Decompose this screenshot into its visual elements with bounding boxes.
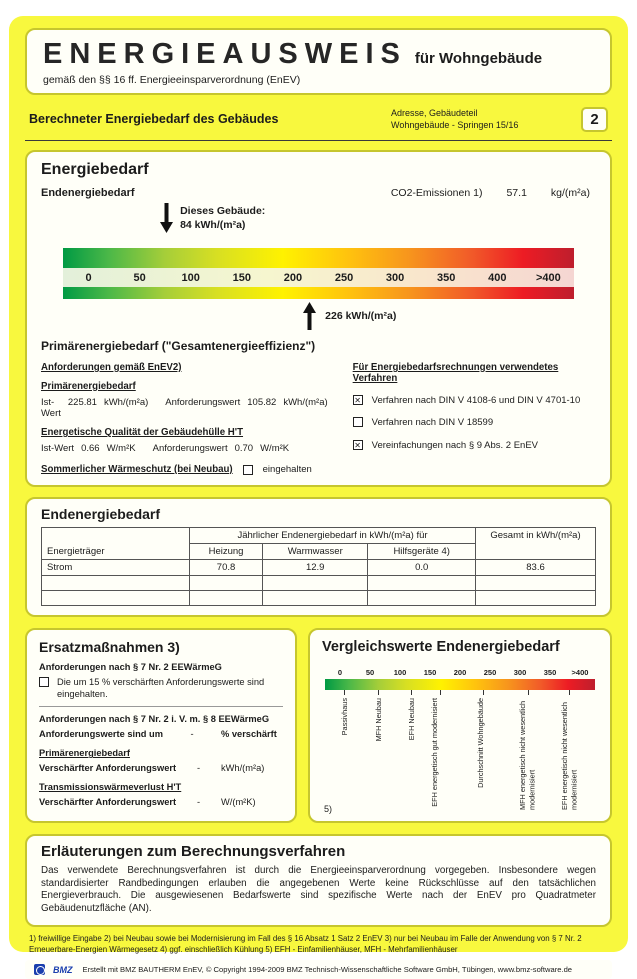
row-label: Verschärfter Anforderungswert	[39, 763, 177, 774]
row-value: -	[190, 729, 194, 740]
vergleich-scale-ticks	[325, 668, 595, 677]
vergleich-label: MFH energetisch nicht wesentlich modernisiert	[518, 700, 537, 810]
row-value: -	[196, 763, 201, 774]
co2-unit: kg/(m²a)	[550, 187, 590, 199]
cell-warmwasser	[263, 576, 368, 591]
page-number: 2	[581, 107, 608, 132]
erlaeuterungen-body: Das verwendete Berechnungsverfahren ist durch die Energieeinsparverordnung vorgegeben. Insbesondere wegen standardisierter Randbedingungen erlauben die angegebenen Werte keine Rückschlüsse auf den tatsächlichen Energieverbrauch. Die ausgewiesenen Bedarfswerte sind spezifische Werte nach der EnEV pro Quadratmeter Gebäudenutzfläche (AN).	[41, 865, 596, 915]
cell-warmwasser	[263, 591, 368, 606]
vergleichswerte-section	[308, 628, 612, 823]
erlaeuterungen-title: Erläuterungen zum Berechnungsverfahren	[41, 843, 346, 860]
vergleich-label: Passivhaus	[339, 698, 349, 736]
verfahren-title: Für Energiebedarfsrechnungen verwendetes Verfahren	[352, 362, 559, 384]
primaerenergiebedarf-subheader: Primärenergiebedarf	[39, 748, 130, 759]
address-label: Adresse, Gebäudeteil	[391, 108, 478, 118]
anforderungswerte-row	[39, 729, 283, 739]
vergleich-scale-bar	[325, 679, 595, 690]
verfahren-checkbox: ✕	[354, 396, 361, 405]
building-marker	[160, 203, 265, 233]
cell-heizung	[190, 576, 263, 591]
anforderungswert-value: 0.70	[234, 443, 254, 454]
verschaerfter-wert-row	[39, 763, 283, 773]
co2-label: CO2-Emissionen 1)	[390, 187, 483, 199]
cell-gesamt	[476, 591, 596, 606]
footer	[25, 960, 612, 979]
verfahren-item	[353, 395, 596, 406]
eewaermeg2-label: Anforderungen nach § 7 Nr. 2 i. V. m. § 8 EEWärmeG	[39, 714, 270, 725]
row-unit: kWh/(m²a)	[220, 763, 265, 774]
row-unit: W/(m²K)	[220, 797, 256, 808]
anforderungswert-label: Anforderungswert	[165, 397, 241, 408]
building-marker-label: Dieses Gebäude:	[180, 205, 266, 217]
ersatzmassnahmen-title: Ersatzmaßnahmen 3)	[39, 639, 180, 655]
section-header-title: Berechneter Energiebedarf des Gebäudes	[29, 112, 279, 126]
row-value: -	[196, 797, 201, 808]
col-energietraeger: Energieträger	[42, 528, 190, 560]
vergleich-label: Durchschnitt Wohngebäude	[476, 698, 486, 788]
scale-tick: 0	[85, 271, 92, 284]
document-subtitle: gemäß den §§ 16 ff. Energieeinsparverordnung (EnEV)	[43, 74, 301, 86]
ist-wert-value: 0.66	[81, 443, 100, 454]
col-gesamt: Gesamt in kWh/(m²a)	[476, 528, 596, 560]
anforderungswert-unit: kWh/(m²a)	[283, 397, 328, 408]
vergleich-labels	[325, 695, 595, 815]
section-header	[25, 95, 612, 141]
vergleichswerte-title: Vergleichswerte Endenergiebedarf	[322, 639, 560, 655]
scale-tick: 400	[488, 271, 507, 284]
table-row	[42, 560, 596, 576]
verfahren-checkbox	[353, 417, 363, 427]
verfahren-item	[353, 417, 596, 428]
verschaerfter-wert-row	[39, 797, 283, 807]
scale-tick: >400	[536, 271, 561, 284]
ist-wert-value: 225.81	[67, 397, 97, 408]
col-hilfsgeraete: Hilfsgeräte 4)	[368, 544, 476, 560]
scale-tick: 350	[437, 271, 456, 284]
row-label: Verschärfter Anforderungswert	[39, 797, 177, 808]
verschaerft-checkbox-label: Die um 15 % verschärften Anforderungswerte sind eingehalten.	[57, 677, 265, 699]
energy-scale-ticks	[63, 268, 574, 287]
col-heizung: Heizung	[190, 544, 263, 560]
scale-tick: 50	[133, 271, 146, 284]
endenergiebedarf-table-section	[25, 497, 612, 617]
cell-hilfsgeraete: 0.0	[368, 560, 476, 576]
footnotes: 1) freiwillige Eingabe 2) bei Neubau sowie bei Modernisierung im Fall des § 16 Absatz 1 Satz 2 EnEV 3) nur bei Neubau im Falle der Anwendung von § 7 Nr. 2 Erneuerbare-Energien Wärmegesetz 4) ggf. einschließlich Kühlung 5) EFH - Einfamilienhäuser, MFH - Mehrfamilienhäuser	[29, 933, 582, 954]
cell-hilfsgeraete	[368, 591, 476, 606]
verschaerft-checkbox	[39, 677, 49, 687]
anforderungen-column	[41, 362, 335, 475]
title-box	[25, 28, 612, 95]
verfahren-item	[353, 440, 596, 451]
sommerlicher-waermeschutz-row	[41, 464, 335, 475]
gebaeudehuelle-label: Energetische Qualität der Gebäudehülle H'T	[41, 427, 244, 438]
eewaermeg-label: Anforderungen nach § 7 Nr. 2 EEWärmeG	[39, 662, 222, 672]
anforderungswert-value: 105.82	[247, 397, 277, 408]
verschaerft-checkbox-row	[39, 677, 283, 707]
verfahren-label: Verfahren nach DIN V 18599	[371, 417, 494, 429]
col-group-header: Jährlicher Endenergiebedarf in kWh/(m²a) für	[190, 528, 476, 544]
footer-text: Erstellt mit BMZ BAUTHERM EnEV, © Copyright 1994-2009 BMZ Technisch-Wissenschaftliche Software GmbH, Tübingen, www.bmz-software.de	[82, 965, 573, 975]
ersatzmassnahmen-section	[25, 628, 297, 823]
vergleich-label: MFH Neubau	[373, 698, 383, 742]
ist-wert-label: Ist-Wert	[41, 397, 61, 419]
scale-tick: 350	[543, 668, 557, 677]
cell-energietraeger	[42, 591, 190, 606]
ist-wert-unit: W/m²K	[106, 443, 136, 454]
scale-tick: 300	[385, 271, 405, 284]
endenergie-table-title: Endenergiebedarf	[41, 506, 161, 522]
primaerenergiebedarf-title: Primärenergiebedarf ("Gesamtenergieeffizienz")	[41, 339, 316, 353]
cell-energietraeger: Strom	[42, 560, 190, 576]
arrow-up-icon	[303, 302, 316, 330]
co2-value: 57.1	[506, 187, 527, 199]
cell-heizung: 70.8	[190, 560, 263, 576]
scale-tick: 50	[365, 668, 375, 677]
document-title: ENERGIEAUSWEIS	[43, 38, 407, 70]
verfahren-label: Verfahren nach DIN V 4108-6 und DIN V 4701-10	[371, 395, 581, 406]
primaer-values-row	[41, 397, 335, 419]
anforderungen-label: Anforderungen gemäß EnEV2)	[41, 362, 182, 373]
endenergiebedarf-label: Endenergiebedarf	[41, 187, 135, 199]
energiebedarf-section	[25, 150, 612, 487]
address-block	[391, 107, 581, 131]
scale-tick: 200	[283, 271, 303, 284]
erlaeuterungen-section	[25, 834, 612, 927]
scale-tick: 150	[232, 271, 251, 284]
energy-scale	[63, 201, 574, 339]
energy-scale-bar-bottom	[63, 287, 574, 299]
eingehalten-label: eingehalten	[262, 464, 312, 475]
anforderungswert-unit: W/m²K	[260, 443, 290, 454]
footnote-ref-5: 5)	[324, 804, 333, 814]
cell-heizung	[190, 591, 263, 606]
document-title-suffix: für Wohngebäude	[414, 50, 543, 67]
energiebedarf-title: Energiebedarf	[41, 161, 149, 178]
ist-wert-label: Ist-Wert	[41, 443, 75, 454]
huelle-values-row	[41, 443, 335, 454]
eingehalten-checkbox	[243, 465, 253, 475]
cell-hilfsgeraete	[368, 576, 476, 591]
scale-tick: 0	[337, 668, 343, 677]
vergleich-label: EFH energetisch gut modernisiert	[430, 698, 440, 807]
verfahren-checkbox: ✕	[354, 440, 361, 450]
row-label: Anforderungswerte sind um	[39, 729, 163, 740]
cell-energietraeger	[42, 576, 190, 591]
building-marker-value: 84 kWh/(m²a)	[180, 218, 246, 231]
endenergie-table	[41, 527, 596, 606]
ist-wert-unit: kWh/(m²a)	[103, 397, 149, 408]
primaerenergiebedarf-label: Primärenergiebedarf	[41, 381, 136, 392]
anforderungswert-label: Anforderungswert	[152, 443, 228, 454]
transmission-subheader: Transmissionswärmeverlust H'T	[39, 782, 182, 793]
cell-warmwasser: 12.9	[263, 560, 368, 576]
bmz-logo-icon	[34, 964, 45, 975]
col-warmwasser: Warmwasser	[263, 544, 368, 560]
scale-tick: 250	[483, 668, 497, 677]
primary-energy-marker	[303, 302, 396, 330]
verfahren-column	[353, 362, 596, 475]
address-value: Wohngebäude - Springen 15/16	[391, 120, 519, 131]
scale-tick: 250	[334, 271, 354, 284]
verfahren-label: Vereinfachungen nach § 9 Abs. 2 EnEV	[371, 439, 539, 451]
cell-gesamt: 83.6	[476, 560, 596, 576]
primary-marker-value: 226 kWh/(m²a)	[325, 310, 397, 322]
bmz-logo-text: BMZ	[53, 964, 73, 975]
vergleich-label: EFH Neubau	[407, 698, 417, 741]
scale-tick: >400	[571, 668, 589, 677]
row-unit: % verschärft	[221, 729, 277, 740]
scale-tick: 150	[423, 668, 437, 677]
scale-tick: 200	[453, 668, 467, 677]
energy-scale-bar-top	[63, 248, 574, 268]
vergleich-label: EFH energetisch nicht wesentlich modernisiert	[559, 702, 579, 810]
cell-gesamt	[476, 576, 596, 591]
scale-tick: 300	[513, 668, 527, 677]
co2-emissions	[391, 187, 596, 199]
table-row	[42, 576, 596, 591]
scale-tick: 100	[393, 668, 407, 677]
arrow-down-icon	[160, 203, 173, 233]
table-row	[42, 591, 596, 606]
sommer-label: Sommerlicher Wärmeschutz (bei Neubau)	[41, 464, 233, 475]
page-frame	[9, 16, 628, 975]
scale-tick: 100	[181, 271, 200, 284]
